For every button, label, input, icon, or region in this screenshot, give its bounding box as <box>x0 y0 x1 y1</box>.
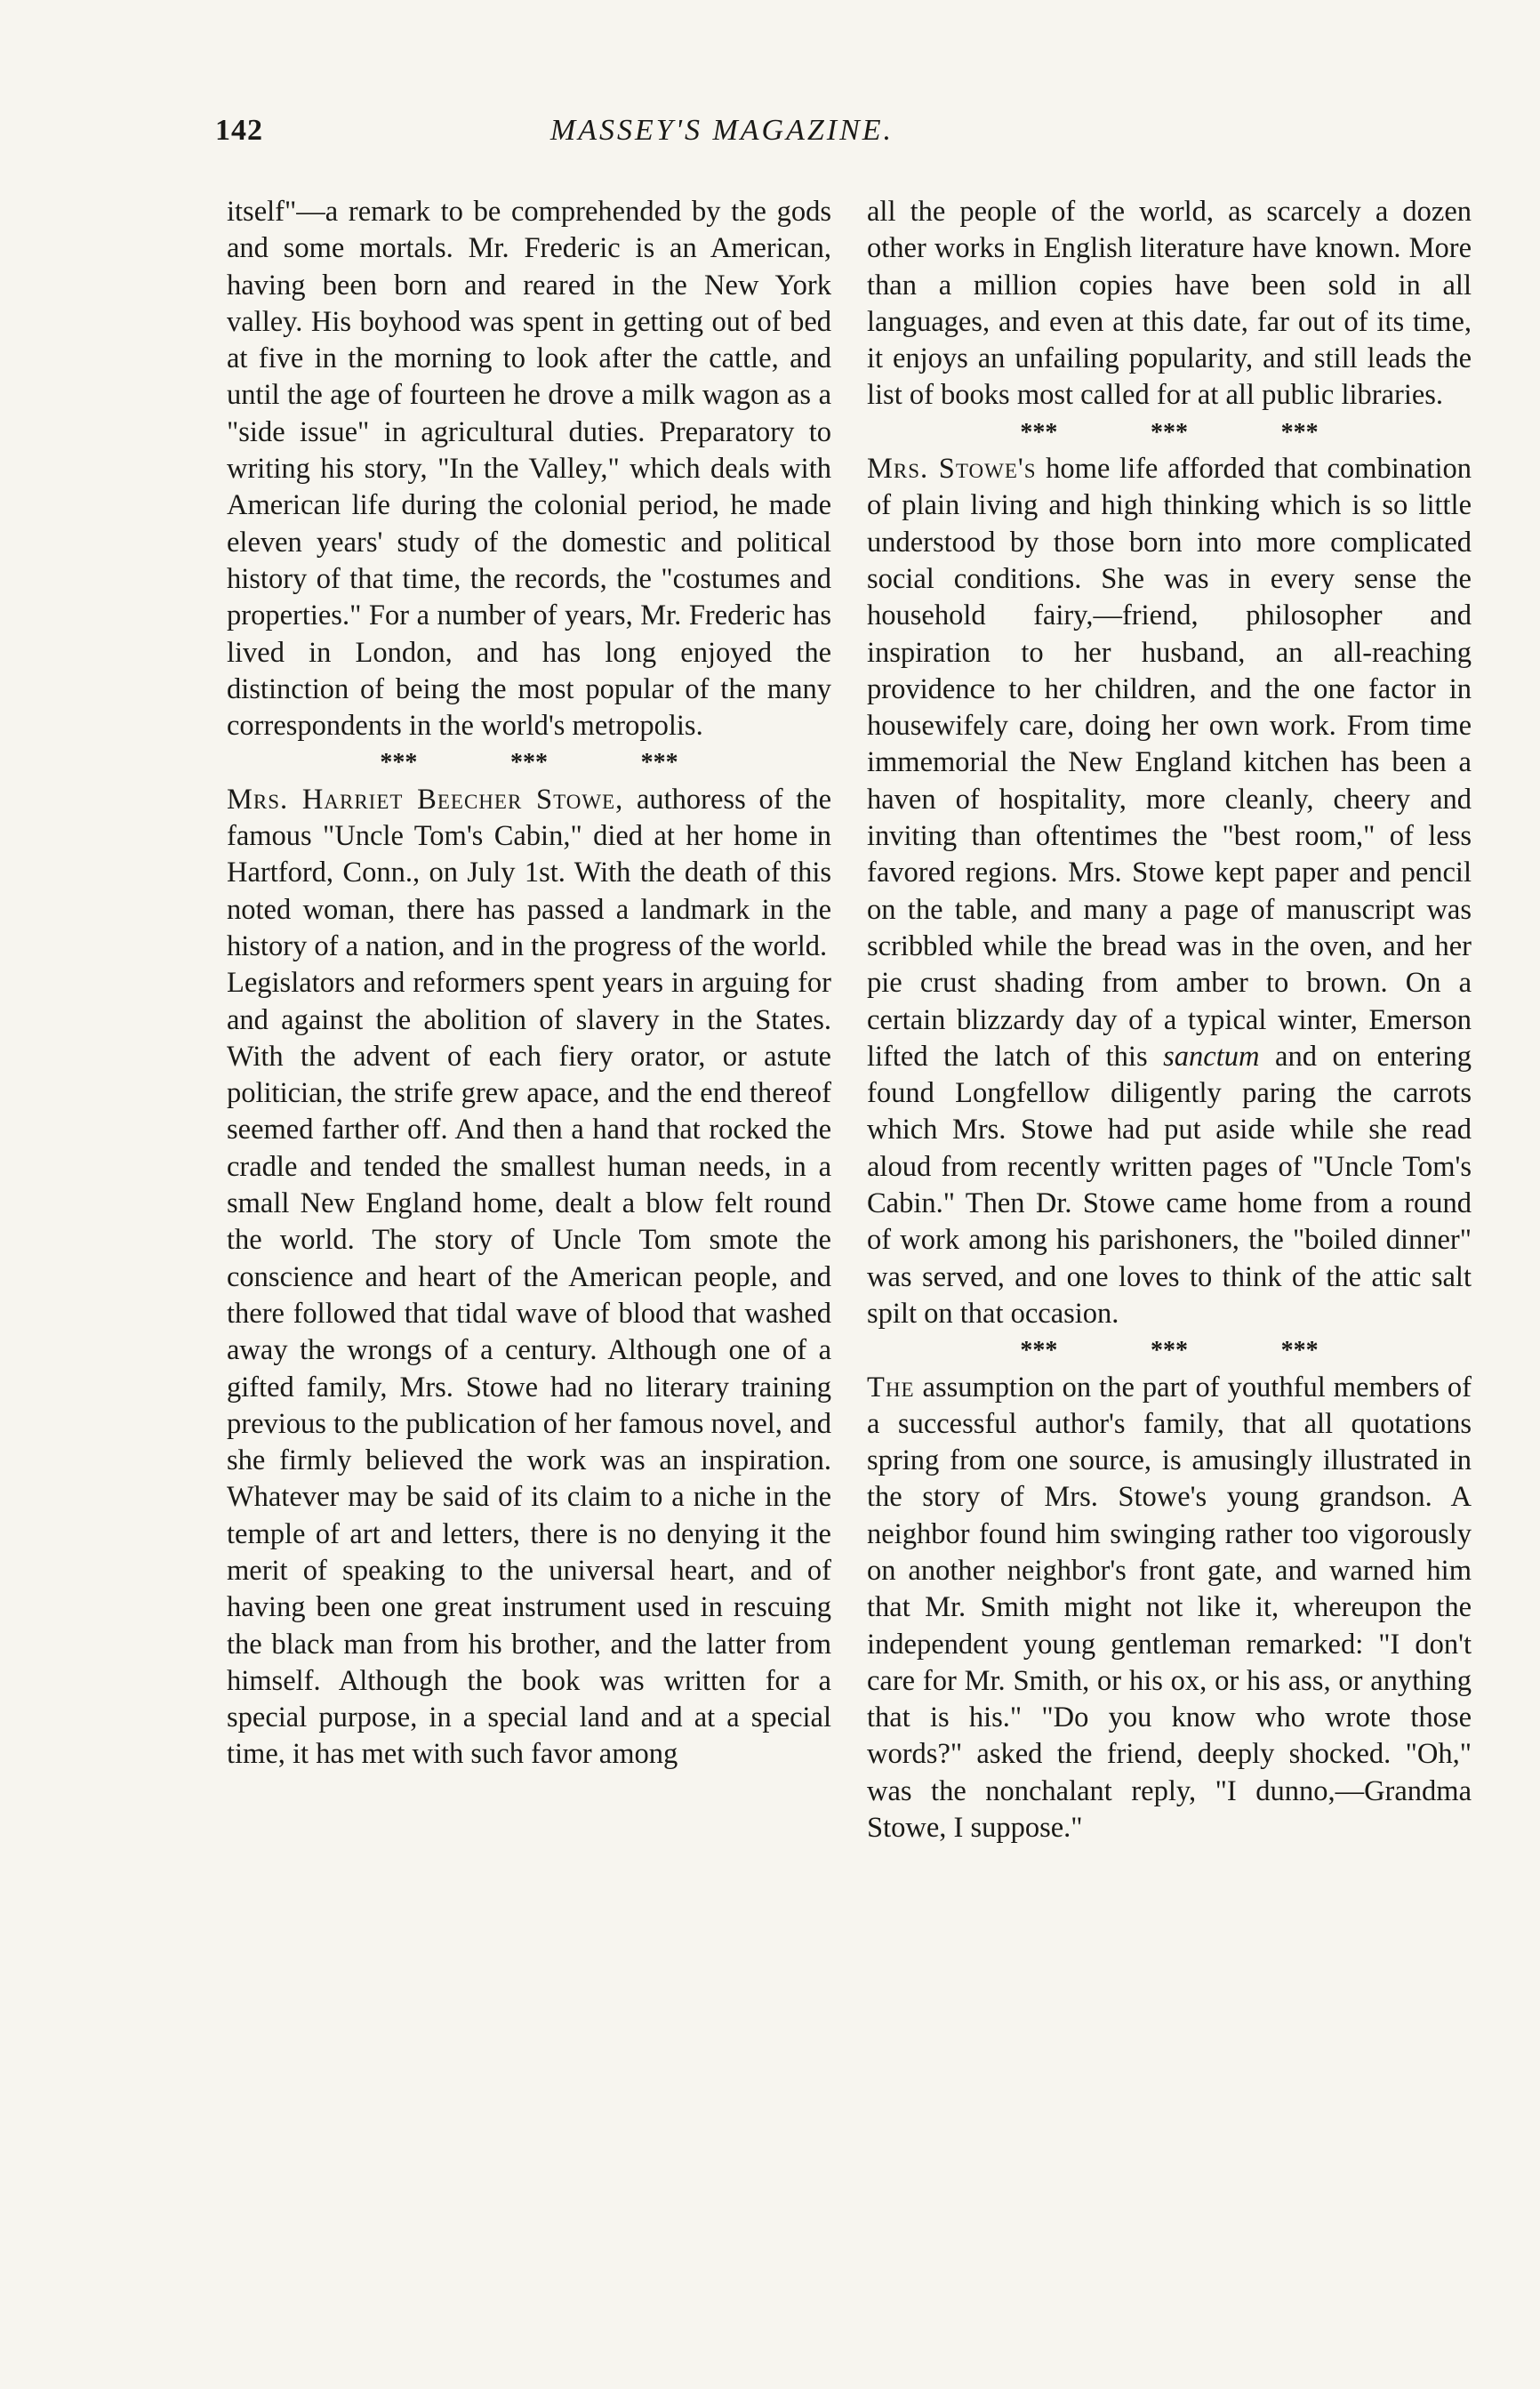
paragraph-text: and on entering found Longfellow diligently paring the carrots which Mrs. Stowe had put aside while she read aloud from recently written pages of "Uncle Tom's Cabin." Then Dr. Stowe came home from a round of work among his parishoners, the "boiled dinner" was served, and one loves to think of the attic salt spilt on that occasion. <box>867 1040 1472 1330</box>
paragraph-grandson <box>867 1370 1472 1847</box>
paragraph-home-life <box>867 451 1472 1332</box>
paragraph-frederic: itself"—a remark to be comprehended by the gods and some mortals. Mr. Frederic is an American, having been born and reared in the New York valley. His boyhood was spent in getting out of bed at five in the morning to look after the cattle, and until the age of fourteen he drove a milk wagon as a "side issue" in agricultural duties. Preparatory to writing his story, "In the Valley," which deals with American life during the colonial period, he made eleven years' study of the domestic and political history of that time, the records, the "costumes and properties." For a number of years, Mr. Frederic has lived in London, and has long enjoyed the distinction of being the most popular of the many correspondents in the world's metropolis. <box>227 196 831 743</box>
section-lead: The <box>867 1371 915 1404</box>
asterism-mark: *** <box>1020 418 1058 446</box>
paragraph-text: assumption on the part of youthful members of a successful author's family, that all quotations spring from one source, is amusingly illustrated in the story of Mrs. Stowe's young grandson. A neighbor found him swinging rather too vigorously on another neighbor's front gate, and warned him that Mr. Smith might not like it, whereupon the independent young gentleman remarked: "I don't care for Mr. Smith, or his ox, or his ass, or anything that is his." "Do you know who wrote those words?" asked the friend, deeply shocked. "Oh," was the nonchalant reply, "I dunno,—Grandma Stowe, I suppose." <box>867 1371 1472 1845</box>
section-divider <box>333 744 725 781</box>
asterism-mark: *** <box>1280 418 1319 446</box>
asterism-mark: *** <box>509 749 548 777</box>
paragraph-legislators: Legislators and reformers spent years in arguing for and against the abolition of slavery in the States. With the advent of each fiery orator, or astute politician, the strife grew apace, and the end thereof seemed farther off. And then a hand that rocked the cradle and tended the smallest human needs, in a small New England home, dealt a blow felt round the world. The story of Uncle Tom smote the conscience and heart of the American people, and there followed that tidal wave of blood that washed away the wrongs of a century. Although one of a gifted family, Mrs. Stowe had no literary training previous to the publication of her famous novel, and she firmly believed the work was an inspiration. Whatever may be said of its claim to a niche in the temple of art and letters, there is no denying it the merit of speaking to the universal heart, and of having been one great instrument used in rescuing the black man from his brother, and the latter from himself. Although the book was written for a special purpose, in a special land and at a special time, it has met with such favor among <box>227 967 831 1771</box>
paragraph-text: authoress of the famous "Uncle Tom's Cabin," died at her home in Hartford, Conn., on July 1st. With the death of this noted woman, there has passed a landmark in the history of a nation, and in the progress of the world. <box>227 783 831 962</box>
asterism-mark: *** <box>1150 1337 1188 1365</box>
asterism-mark: *** <box>1280 1337 1319 1365</box>
italic-word: sanctum <box>1163 1040 1260 1073</box>
section-lead: Mrs. Stowe's <box>867 453 1037 486</box>
section-lead: Mrs. Harriet Beecher Stowe, <box>227 783 624 816</box>
paragraph-stowe-death <box>227 782 831 965</box>
left-column <box>227 194 831 1774</box>
page-number: 142 <box>215 114 263 147</box>
page-header <box>215 114 1229 167</box>
running-title: MASSEY'S MAGAZINE. <box>549 114 894 147</box>
asterism-mark: *** <box>380 749 418 777</box>
paragraph-text: home life afforded that combination of plain living and high thinking which is so little understood by those born into more complicated social conditions. She was in every sense the household fairy,—friend, philosopher and inspiration to her husband, an all-reaching providence to her children, and the one factor in housewifely care, doing her own work. From time immemorial the New England kitchen has been a haven of hospitality, more cleanly, cheery and inviting than oftentimes the "best room," of less favored regions. Mrs. Stowe kept paper and pencil on the table, and many a page of manuscript was scribbled while the bread was in the oven, and her pie crust shading from amber to brown. On a certain blizzardy day of a typical winter, Emerson lifted the latch of this <box>867 453 1472 1073</box>
right-column <box>867 194 1472 1846</box>
asterism-mark: *** <box>1150 418 1188 446</box>
section-divider <box>974 414 1365 451</box>
asterism-mark: *** <box>640 749 678 777</box>
paragraph-popularity: all the people of the world, as scarcely a dozen other works in English literature have known. More than a million copies have been sold in all languages, and even at this date, far out of its time, it enjoys an unfailing popularity, and still leads the list of books most called for at all public libraries. <box>867 196 1472 412</box>
asterism-mark: *** <box>1020 1337 1058 1365</box>
section-divider <box>974 1332 1365 1369</box>
